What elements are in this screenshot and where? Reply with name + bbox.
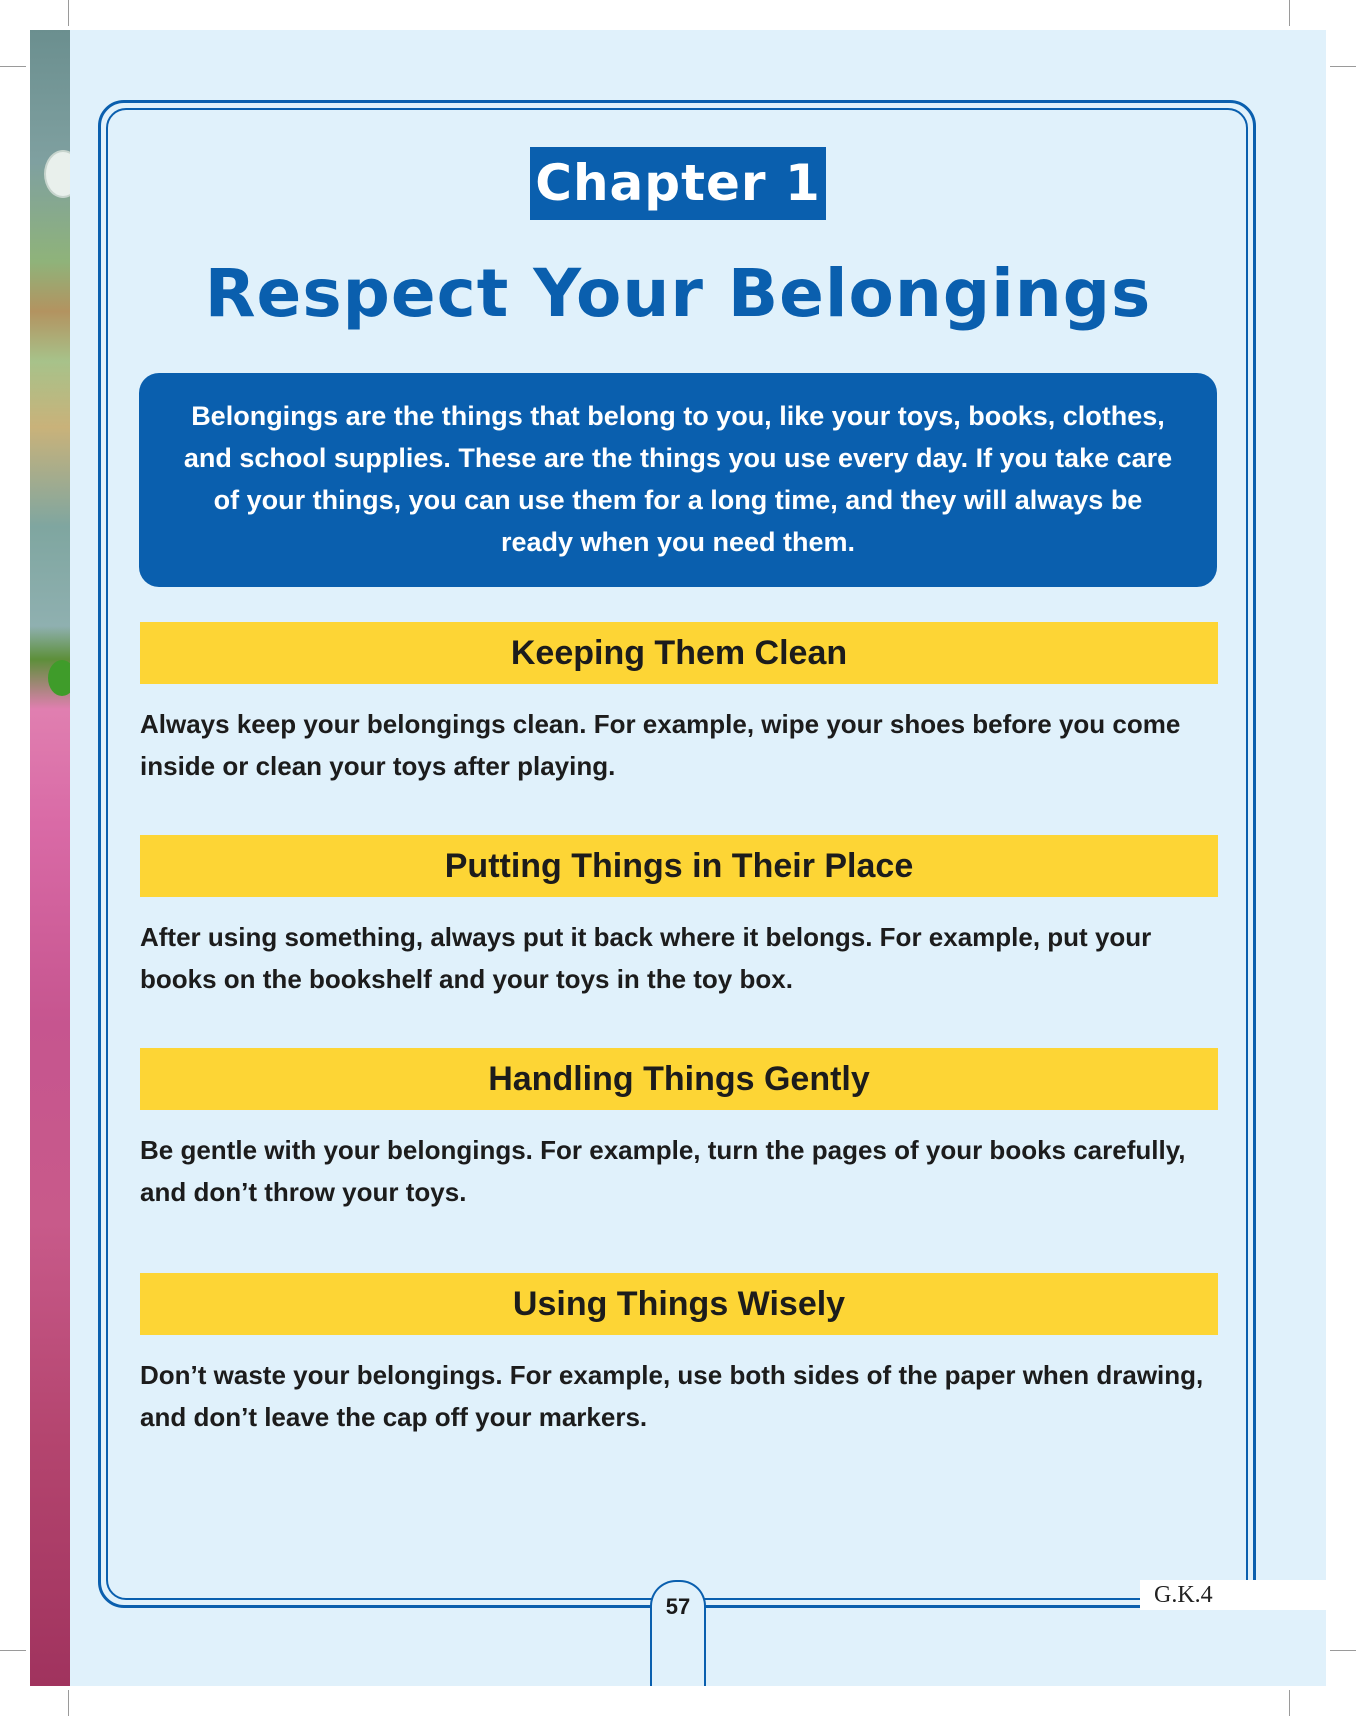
page-title: Respect Your Belongings <box>204 255 1152 332</box>
section-heading: Keeping Them Clean <box>140 622 1218 684</box>
crop-mark <box>0 66 26 67</box>
page-number-tab <box>650 1580 706 1686</box>
crop-mark <box>68 0 69 26</box>
crop-mark <box>68 1690 69 1716</box>
section-body: Be gentle with your belongings. For example, turn the pages of your books carefully, and don’t throw your toys. <box>140 1135 1186 1207</box>
crop-mark <box>0 1650 26 1651</box>
book-code: G.K.4 <box>1140 1580 1326 1610</box>
crop-mark <box>1289 0 1290 26</box>
section-heading: Handling Things Gently <box>140 1048 1218 1110</box>
side-illustration <box>30 30 70 1686</box>
crop-mark <box>1330 1650 1356 1651</box>
section-heading: Using Things Wisely <box>140 1273 1218 1335</box>
section-body: Don’t waste your belongings. For example, use both sides of the paper when drawing, and don’t leave the cap off your markers. <box>140 1360 1204 1432</box>
intro-box: Belongings are the things that belong to you, like your toys, books, clothes, and school supplies. These are the things you use every day. If you take care of your things, you can use them for a long time, and they will always be ready when you need them. <box>139 373 1217 587</box>
section-heading: Putting Things in Their Place <box>140 835 1218 897</box>
section-body: Always keep your belongings clean. For example, wipe your shoes before you come inside or clean your toys after playing. <box>140 709 1181 781</box>
crop-mark <box>1289 1690 1290 1716</box>
crop-mark <box>1330 66 1356 67</box>
chapter-label: Chapter 1 <box>530 147 826 220</box>
page-number: 57 <box>665 1594 691 1619</box>
section-body: After using something, always put it back where it belongs. For example, put your books on the bookshelf and your toys in the toy box. <box>140 922 1152 994</box>
